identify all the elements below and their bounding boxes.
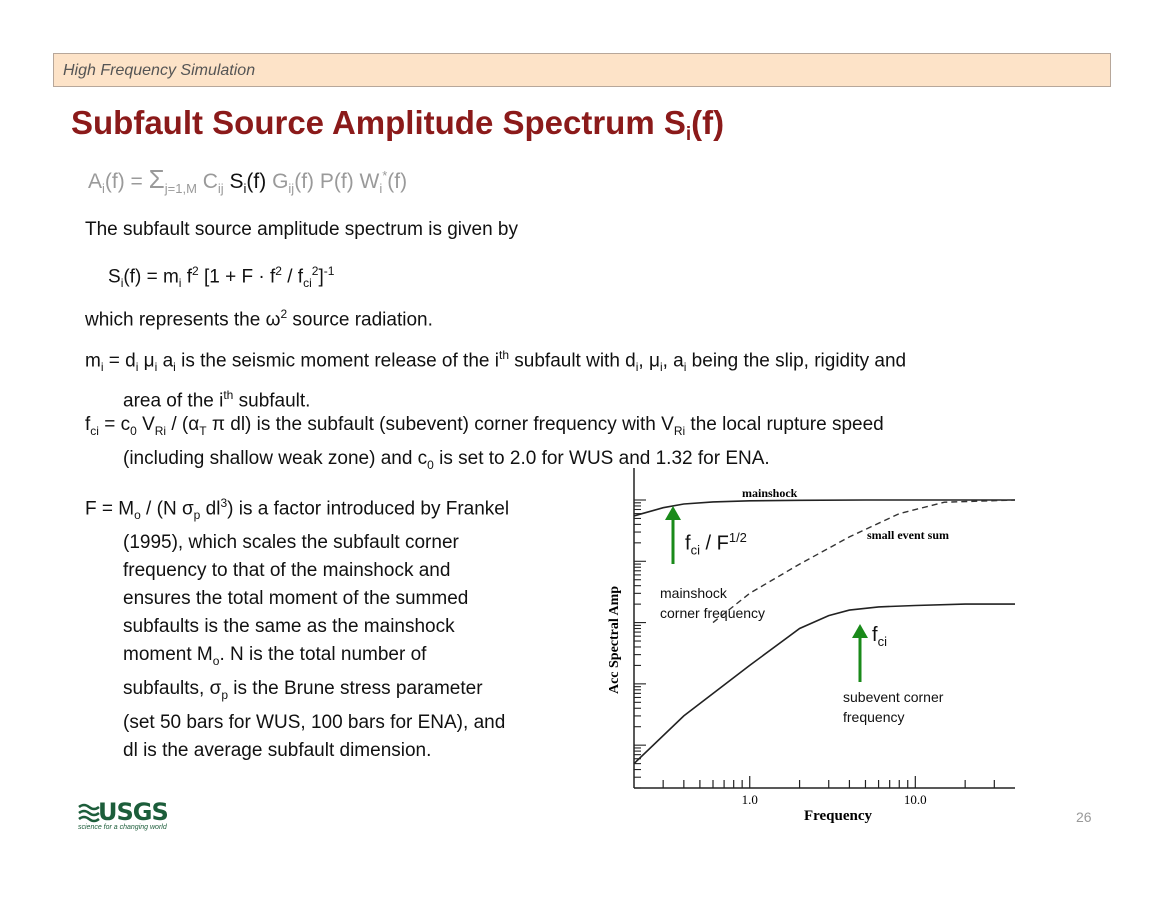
page-number: 26 [1076,809,1092,825]
arrow-mainshock-corner [665,506,681,564]
omega-line: which represents the $\omega^2$ source radiation. [85,307,433,331]
x-tick-label-1: 1.0 [741,792,758,807]
x-axis-label: Frequency [803,808,873,824]
arrow-subevent-corner [852,624,868,682]
x-axis-ticks [663,776,994,788]
moment-paragraph: $m_i = d_i$ $\mu_i$ $a_i$ is the seismic moment release of the $i^{th}$ subfault with $d_i$, $\mu_i$, $a_i$ being the slip, rigidity and area of the $i^{th}$ subfault. [85,348,907,412]
title-tail: (f) [691,104,725,141]
main-formula: $A_i(f) = \Sigma_{j=1,M}$ $C_{ij}$ $S_i(f)$ $G_{ij}(f)$ P(f) $W_i^*(f)$ [88,164,408,197]
annotation-subevent-corner: subevent corner frequency [843,689,944,725]
annotation-fci: $f_{ci}$ [872,624,887,649]
spectrum-chart [600,460,1030,830]
slide-title [71,104,724,146]
spectrum-formula: $S_i(f) = m_i$ $f^2$ $[1 + F \cdot f^2 / f_{ci}^2]^{-1}$ [108,264,335,291]
y-axis-ticks [634,500,646,788]
annotation-mainshock-corner: mainshock corner frequency [660,585,766,621]
corner-paragraph: $f_{ci} = c_0$ $V_{Ri} / (\alpha_T$ π dl) is the subfault (subevent) corner frequency with $V_{Ri}$ the local rupture speed (including shallow weak zone) and $c_0$ is set to 2.0 for WUS and 1.32 for ENA. [85,414,884,472]
usgs-wave-icon [78,802,100,824]
title-text: Subfault Source Amplitude Spectrum S [71,104,686,141]
usgs-tagline: science for a changing world [78,824,167,831]
annotation-fci-over-f: $f_{ci} / F^{1/2}$ [685,530,747,558]
factor-paragraph: $F = M_o / (N$ $\sigma_p$ $dl^3$) is a factor introduced by Frankel (1995), which scales the subfault corner frequency to that of the mainshock and ensures the total moment of the summed subfaults is the same as the mainshock moment $M_o$. N is the total number of subfaults, $\sigma_p$ is the Brune stress parameter (set 50 bars for WUS, 100 bars for ENA), and dl is the average subfault dimension. [85,496,510,761]
series-line-subevent [634,604,1015,764]
section-header [53,53,1111,87]
usgs-logo-text: USGS [98,798,168,826]
chart-axes [634,468,1015,788]
series-label-mainshock: mainshock [742,486,798,500]
series-line-mainshock [634,500,1015,516]
intro-text: The subfault source amplitude spectrum is given by [85,219,518,240]
section-header-label: High Frequency Simulation [63,62,256,79]
y-axis-label: Acc Spectral Amp [607,585,622,695]
sigma-symbol: Σ [148,164,165,194]
x-tick-label-10: 10.0 [903,792,927,807]
series-label-small-event-sum: small event sum [867,528,949,542]
title-sub: i [685,124,692,145]
